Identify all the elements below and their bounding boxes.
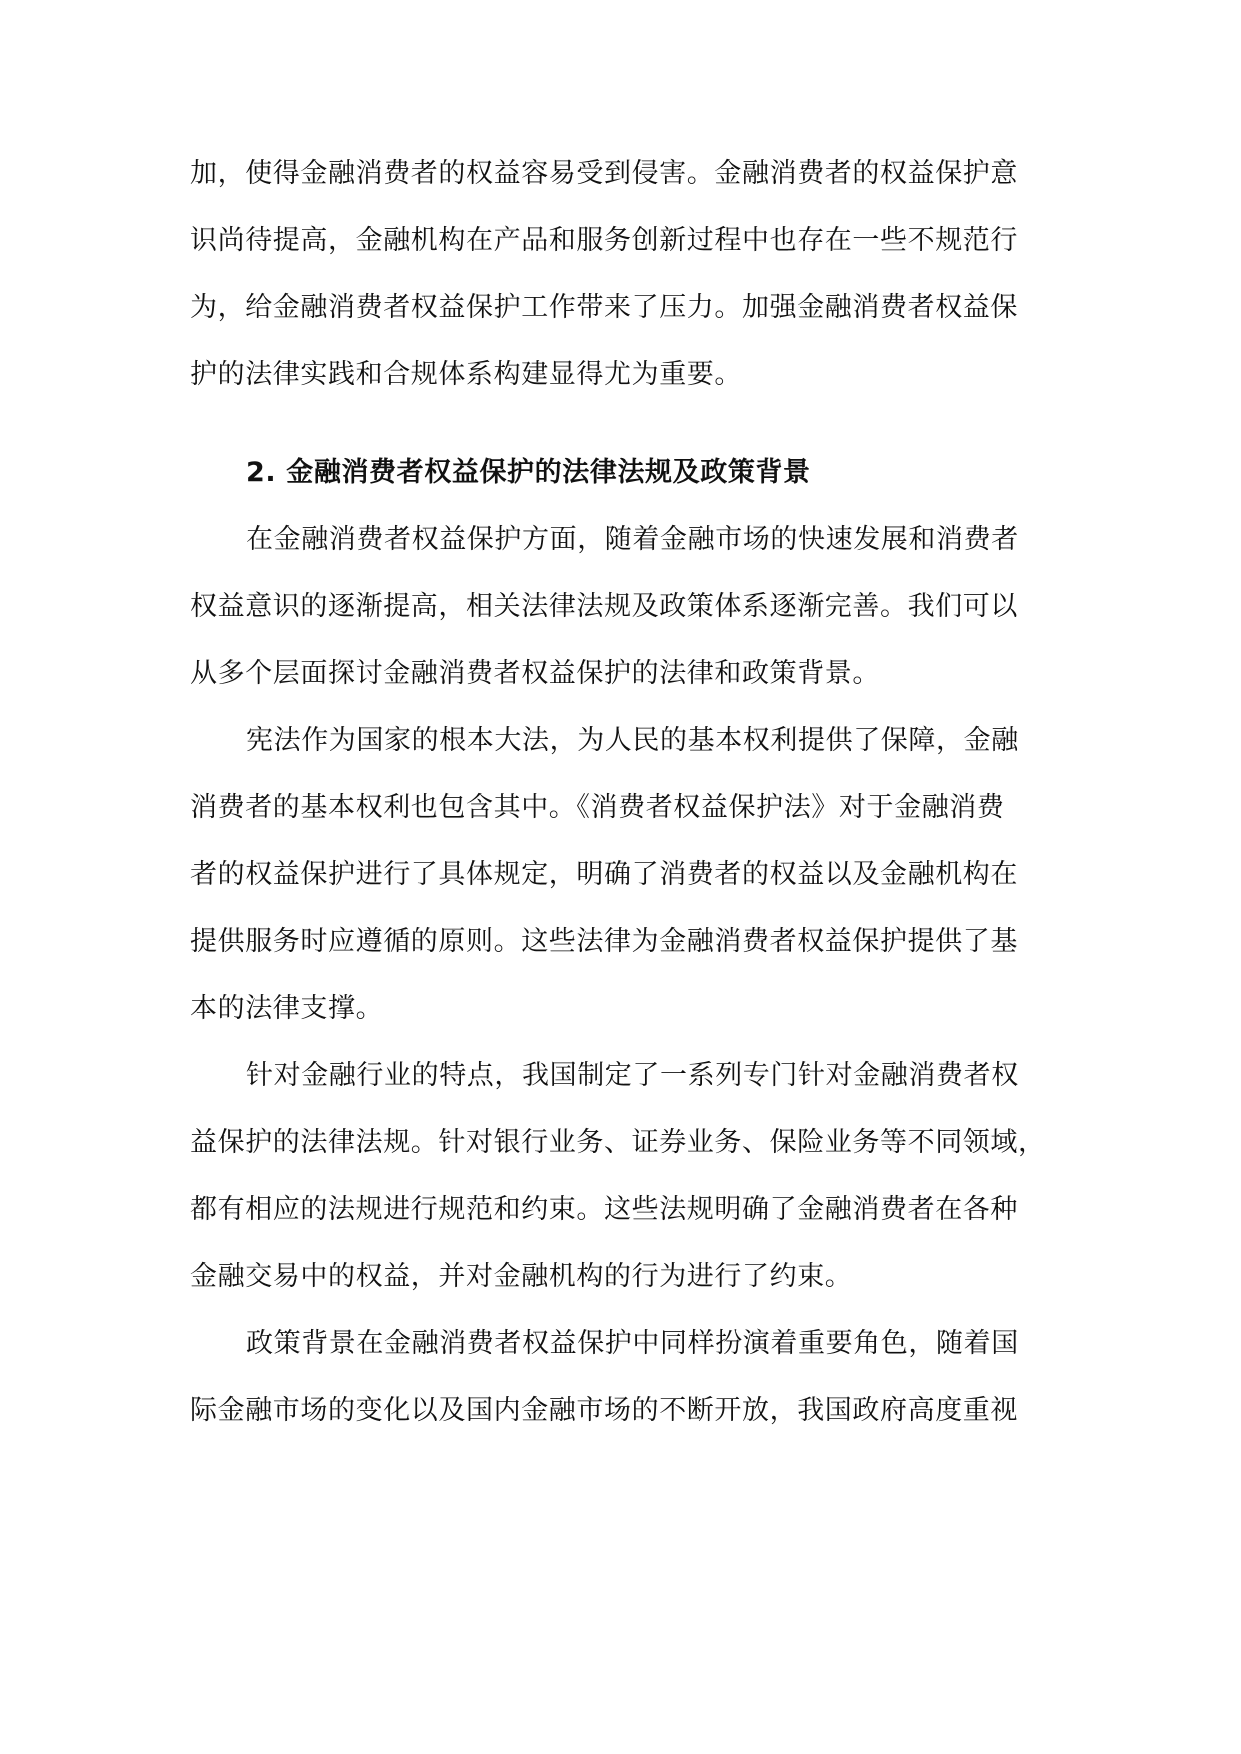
text-line: 为，给金融消费者权益保护工作带来了压力。加强金融消费者权益保: [190, 292, 1018, 323]
text-line: 都有相应的法规进行规范和约束。这些法规明确了金融消费者在各种: [190, 1194, 1018, 1225]
text-line: 金融交易中的权益，并对金融机构的行为进行了约束。: [190, 1261, 853, 1292]
text-line: 识尚待提高，金融机构在产品和服务创新过程中也存在一些不规范行: [190, 225, 1018, 256]
text-line: 提供服务时应遵循的原则。这些法律为金融消费者权益保护提供了基: [190, 926, 1018, 957]
text-line: 针对金融行业的特点，我国制定了一系列专门针对金融消费者权: [246, 1060, 1019, 1091]
spacer: [190, 408, 1050, 439]
paragraph-policy: [190, 1310, 1050, 1444]
text-line: 本的法律支撑。: [190, 993, 384, 1024]
text-line: 护的法律实践和合规体系构建显得尤为重要。: [190, 359, 742, 390]
text-line: 宪法作为国家的根本大法，为人民的基本权利提供了保障，金融: [246, 725, 1019, 756]
text-line: 际金融市场的变化以及国内金融市场的不断开放，我国政府高度重视: [190, 1395, 1018, 1426]
text-line: 益保护的法律法规。针对银行业务、证券业务、保险业务等不同领域，: [190, 1127, 1046, 1158]
section-heading: 2. 金融消费者权益保护的法律法规及政策背景: [246, 457, 811, 488]
text-line: 从多个层面探讨金融消费者权益保护的法律和政策背景。: [190, 658, 880, 689]
text-line: 者的权益保护进行了具体规定，明确了消费者的权益以及金融机构在: [190, 859, 1018, 890]
paragraph-constitution: [190, 707, 1050, 1042]
text-line: 政策背景在金融消费者权益保护中同样扮演着重要角色，随着国: [246, 1328, 1019, 1359]
paragraph-overview: [190, 506, 1050, 707]
document-page: [190, 140, 1050, 1444]
text-line: 加，使得金融消费者的权益容易受到侵害。金融消费者的权益保护意: [190, 158, 1018, 189]
paragraph-continuation: [190, 140, 1050, 408]
text-line: 在金融消费者权益保护方面，随着金融市场的快速发展和消费者: [246, 524, 1019, 555]
text-line: 权益意识的逐渐提高，相关法律法规及政策体系逐渐完善。我们可以: [190, 591, 1018, 622]
text-line: 消费者的基本权利也包含其中。《消费者权益保护法》对于金融消费: [190, 792, 1005, 823]
paragraph-regulations: [190, 1042, 1050, 1310]
